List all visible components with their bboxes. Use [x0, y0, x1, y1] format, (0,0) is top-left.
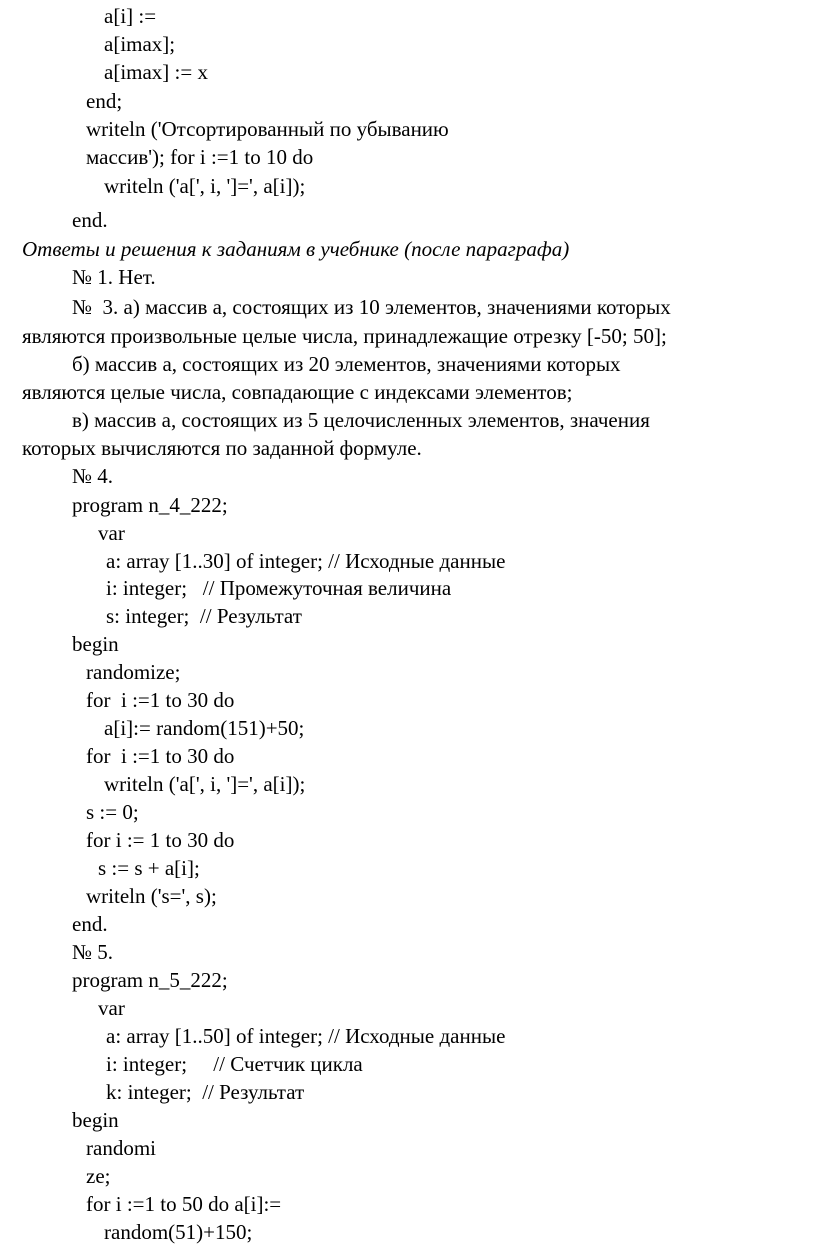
code-line: for i :=1 to 50 do a[i]:= — [86, 1192, 282, 1216]
code-line: randomi — [86, 1136, 156, 1160]
answer-task-3-b-cont: являются целые числа, совпадающие с индексами элементов; — [22, 380, 573, 404]
code-line: program n_5_222; — [72, 968, 228, 992]
section-heading: Ответы и решения к заданиям в учебнике (после параграфа) — [22, 237, 570, 261]
answer-task-4: № 4. — [72, 464, 114, 488]
answer-task-3-b: б) массив а, состоящих из 20 элементов, значениями которых — [72, 352, 621, 376]
code-line: ze; — [86, 1164, 111, 1188]
code-line: a[imax]; — [104, 32, 176, 56]
code-line: k: integer; // Результат — [106, 1080, 305, 1104]
code-line: s := 0; — [86, 800, 139, 824]
code-line: i: integer; // Счетчик цикла — [106, 1052, 363, 1076]
answer-task-3-a: № 3. а) массив а, состоящих из 10 элементов, значениями которых — [72, 295, 671, 319]
code-line: end. — [72, 912, 108, 936]
code-line: for i :=1 to 30 do — [86, 744, 235, 768]
code-line: var — [98, 521, 125, 545]
code-line: a[i] := — [104, 4, 157, 28]
code-line: a: array [1..50] of integer; // Исходные данные — [106, 1024, 506, 1048]
answer-task-5: № 5. — [72, 940, 114, 964]
code-line: writeln ('a[', i, ']=', a[i]); — [104, 772, 306, 796]
code-line: writeln ('s=', s); — [86, 884, 217, 908]
code-line: for i :=1 to 30 do — [86, 688, 235, 712]
code-line: begin — [72, 1108, 119, 1132]
code-line: a[i]:= random(151)+50; — [104, 716, 305, 740]
code-line: end; — [86, 89, 123, 113]
code-line: writeln ('a[', i, ']=', a[i]); — [104, 174, 306, 198]
answer-task-3-c-cont: которых вычисляются по заданной формуле. — [22, 436, 422, 460]
answer-task-1: № 1. Нет. — [72, 265, 156, 289]
code-line: writeln ('Отсортированный по убыванию — [86, 117, 449, 141]
code-line: a: array [1..30] of integer; // Исходные данные — [106, 549, 506, 573]
code-line: i: integer; // Промежуточная величина — [106, 576, 452, 600]
code-line: s: integer; // Результат — [106, 604, 302, 628]
code-line: var — [98, 996, 125, 1020]
code-line: begin — [72, 632, 119, 656]
answer-task-3-c: в) массив а, состоящих из 5 целочисленных элементов, значения — [72, 408, 650, 432]
answer-task-3-a-cont: являются произвольные целые числа, принадлежащие отрезку [-50; 50]; — [22, 324, 667, 348]
code-line: массив'); for i :=1 to 10 do — [86, 145, 314, 169]
code-line: randomize; — [86, 660, 181, 684]
code-line: random(51)+150; — [104, 1220, 253, 1244]
code-line: for i := 1 to 30 do — [86, 828, 235, 852]
code-line: a[imax] := x — [104, 60, 208, 84]
code-line: s := s + a[i]; — [98, 856, 200, 880]
code-line: program n_4_222; — [72, 493, 228, 517]
code-line: end. — [72, 208, 108, 232]
